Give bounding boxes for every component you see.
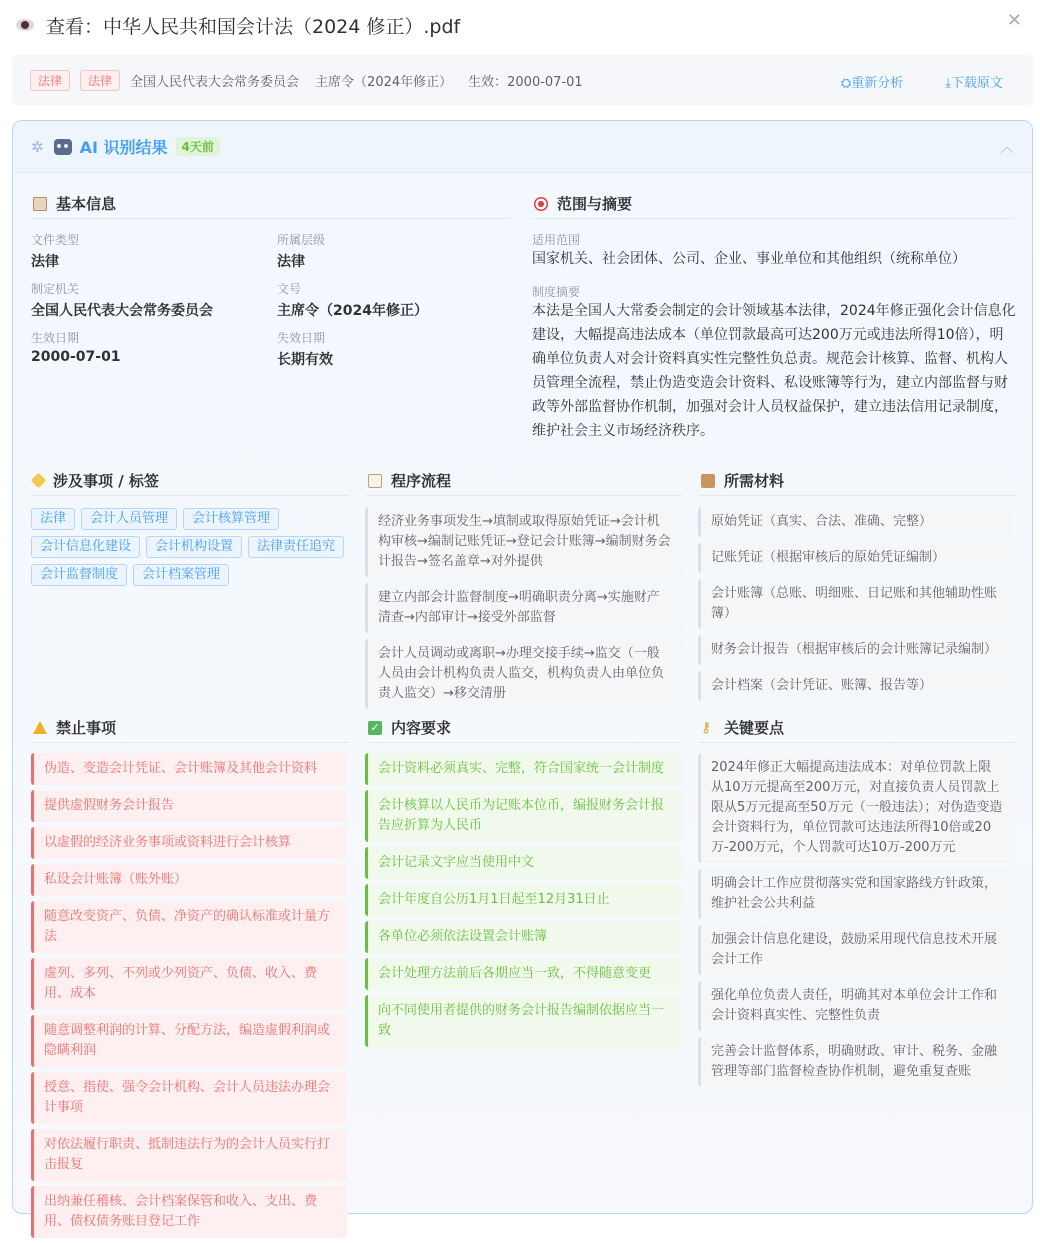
clipboard-icon: [33, 197, 47, 211]
memo-icon: [368, 474, 382, 488]
field-label: 生效日期: [31, 331, 80, 345]
doc-number-text: 主席令（2024年修正）: [315, 74, 453, 90]
target-icon: [534, 197, 548, 211]
topic-tag[interactable]: 会计信息化建设: [31, 536, 140, 558]
close-icon[interactable]: ✕: [1006, 10, 1022, 31]
divider: [366, 742, 682, 743]
prohibited-list: [31, 753, 347, 1243]
reanalyze-button[interactable]: ⛭重新分析: [840, 76, 904, 91]
effective-date-text: 生效：2000-07-01: [468, 74, 583, 90]
keypoints-title: ⚷ 关键要点: [701, 719, 785, 737]
field-value: 长期有效: [277, 352, 333, 368]
scope-summary-title: 范围与摘要: [534, 193, 632, 214]
field-label: 文件类型: [31, 233, 80, 247]
material-item: 财务会计报告（根据审核后的会计账簿记录编制）: [698, 635, 1014, 665]
requirements-list: [365, 753, 681, 1052]
window-title: 查看：中华人民共和国会计法（2024 修正）.pdf: [46, 15, 461, 38]
materials-list: [698, 507, 1014, 707]
topic-tag[interactable]: 法律: [31, 508, 75, 530]
prohibited-title: 禁止事项: [33, 717, 116, 738]
summary-label: 制度摘要: [532, 285, 581, 299]
keypoint-item: 强化单位负责人责任，明确其对本单位会计工作和会计资料真实性、完整性负责: [698, 981, 1014, 1031]
field-value: 法律: [31, 254, 59, 270]
warning-icon: [33, 721, 47, 734]
keypoint-item: 加强会计信息化建设，鼓励采用现代信息技术开展会计工作: [698, 925, 1014, 975]
prohibited-item: 提供虚假财务会计报告: [31, 790, 347, 822]
eye-icon: [16, 19, 34, 31]
requirement-item: 会计处理方法前后各期应当一致，不得随意变更: [365, 958, 681, 990]
materials-title: 所需材料: [701, 470, 784, 491]
prohibited-item: 随意调整利润的计算、分配方法，编造虚假利润或隐瞒利润: [31, 1015, 347, 1067]
prohibited-item: 随意改变资产、负债、净资产的确认标准或计量方法: [31, 901, 347, 953]
ai-result-header[interactable]: [13, 121, 1032, 173]
divider: [532, 218, 1014, 219]
keypoints-list: [698, 753, 1014, 1093]
process-title: 程序流程: [368, 470, 451, 491]
material-item: 会计档案（会计凭证、账簿、报告等）: [698, 671, 1014, 701]
field-label: 失效日期: [277, 331, 326, 345]
divider: [31, 742, 349, 743]
requirement-item: 会计核算以人民币为记账本位币，编报财务会计报告应折算为人民币: [365, 790, 681, 842]
field-value: 法律: [277, 254, 305, 270]
ai-result-title: AI 识别结果: [79, 138, 168, 157]
chevron-up-icon[interactable]: ︿: [1000, 140, 1014, 156]
keypoint-item: 完善会计监督体系，明确财政、审计、税务、金融管理等部门监督检查协作机制，避免重复查账: [698, 1037, 1014, 1087]
material-item: 记账凭证（根据审核后的原始凭证编制）: [698, 543, 1014, 573]
divider: [699, 742, 1015, 743]
topic-tag[interactable]: 会计监督制度: [31, 564, 127, 586]
divider: [366, 495, 682, 496]
prohibited-item: 私设会计账簿（账外账）: [31, 864, 347, 896]
scope-label: 适用范围: [532, 233, 581, 247]
doc-type-tag: 法律: [30, 70, 70, 91]
prohibited-item: 以虚假的经济业务事项或资料进行会计核算: [31, 827, 347, 859]
requirement-item: 会计年度自公历1月1日起至12月31日止: [365, 884, 681, 916]
requirement-item: 向不同使用者提供的财务会计报告编制依据应当一致: [365, 995, 681, 1047]
ai-result-card: [12, 120, 1033, 1229]
process-step: 经济业务事项发生→填制或取得原始凭证→会计机构审核→编制记账凭证→登记会计账簿→编制财务会计报告→签名盖章→对外提供: [365, 507, 681, 577]
process-list: [365, 507, 681, 715]
issuer-text: 全国人民代表大会常务委员会: [130, 74, 300, 90]
process-step: 建立内部会计监督制度→明确职责分离→实施财产清查→内部审计→接受外部监督: [365, 583, 681, 633]
prohibited-item: 授意、指使、强令会计机构、会计人员违法办理会计事项: [31, 1072, 347, 1124]
field-label: 文号: [277, 282, 302, 296]
summary-value: 本法是全国人大常委会制定的会计领域基本法律，2024年修正强化会计信息化建设，大幅提高违法成本（单位罚款最高可达200万元或违法所得10倍），明确单位负责人对会计资料真实性完整性负总责。规范会计核算、监督、机构人员管理全流程，禁止伪造变造会计资料、私设账簿等行为，建立内部监督与财政等外部监督协作机制，加强对会计人员权益保护，建立违法信用记录制度，维护社会主义市场经济秩序。: [532, 303, 1016, 439]
topic-tag[interactable]: 会计核算管理: [183, 508, 279, 530]
prohibited-item: 出纳兼任稽核、会计档案保管和收入、支出、费用、债权债务账目登记工作: [31, 1186, 347, 1238]
prohibited-item: 伪造、变造会计凭证、会计账簿及其他会计资料: [31, 753, 347, 785]
topic-tag[interactable]: 会计人员管理: [81, 508, 177, 530]
check-icon: ✓: [368, 721, 382, 735]
basic-info-title: 基本信息: [33, 193, 116, 214]
topic-tag[interactable]: 会计机构设置: [146, 536, 242, 558]
tag-icon: [31, 473, 47, 489]
field-value: 主席令（2024年修正）: [277, 303, 428, 319]
material-item: 原始凭证（真实、合法、准确、完整）: [698, 507, 1014, 537]
window-titlebar: [14, 10, 1026, 40]
sparkle-icon: ✲: [31, 137, 44, 156]
prohibited-item: 对依法履行职责、抵制违法行为的会计人员实行打击报复: [31, 1129, 347, 1181]
requirement-item: 会计记录文字应当使用中文: [365, 847, 681, 879]
download-original-button[interactable]: ⤓下载原文: [945, 76, 1003, 91]
tag-list: [31, 507, 351, 591]
topic-tag[interactable]: 法律责任追究: [248, 536, 344, 558]
document-meta-bar: [12, 55, 1033, 105]
divider: [699, 495, 1015, 496]
tags-title: 涉及事项 / 标签: [33, 470, 159, 491]
prohibited-item: 虚列、多列、不列或少列资产、负债、收入、费用、成本: [31, 958, 347, 1010]
keypoint-item: 2024年修正大幅提高违法成本：对单位罚款上限从10万元提高至200万元，对直接负责人员罚款上限从5万元提高至50万元（一般违法）；对伪造变造会计资料行为，单位罚款可达违法所得10倍或20万-200万元，个人罚款可达10万-200万元: [698, 753, 1014, 863]
requirements-title: ✓ 内容要求: [368, 717, 451, 738]
divider: [31, 218, 511, 219]
process-step: 会计人员调动或离职→办理交接手续→监交（一般人员由会计机构负责人监交，机构负责人由单位负责人监交）→移交清册: [365, 639, 681, 709]
material-item: 会计账簿（总账、明细账、日记账和其他辅助性账簿）: [698, 579, 1014, 629]
field-value: 2000-07-01: [31, 349, 121, 365]
topic-tag[interactable]: 会计档案管理: [133, 564, 229, 586]
field-label: 制定机关: [31, 282, 80, 296]
field-value: 全国人民代表大会常务委员会: [31, 303, 213, 319]
doc-level-tag: 法律: [80, 70, 120, 91]
package-icon: [701, 474, 715, 488]
age-badge: 4天前: [176, 137, 220, 156]
key-icon: ⚷: [701, 719, 712, 736]
requirement-item: 各单位必须依法设置会计账簿: [365, 921, 681, 953]
requirement-item: 会计资料必须真实、完整，符合国家统一会计制度: [365, 753, 681, 785]
divider: [31, 495, 349, 496]
robot-icon: [54, 139, 72, 155]
field-label: 所属层级: [277, 233, 326, 247]
keypoint-item: 明确会计工作应贯彻落实党和国家路线方针政策，维护社会公共利益: [698, 869, 1014, 919]
scope-value: 国家机关、社会团体、公司、企业、事业单位和其他组织（统称单位）: [532, 251, 966, 267]
